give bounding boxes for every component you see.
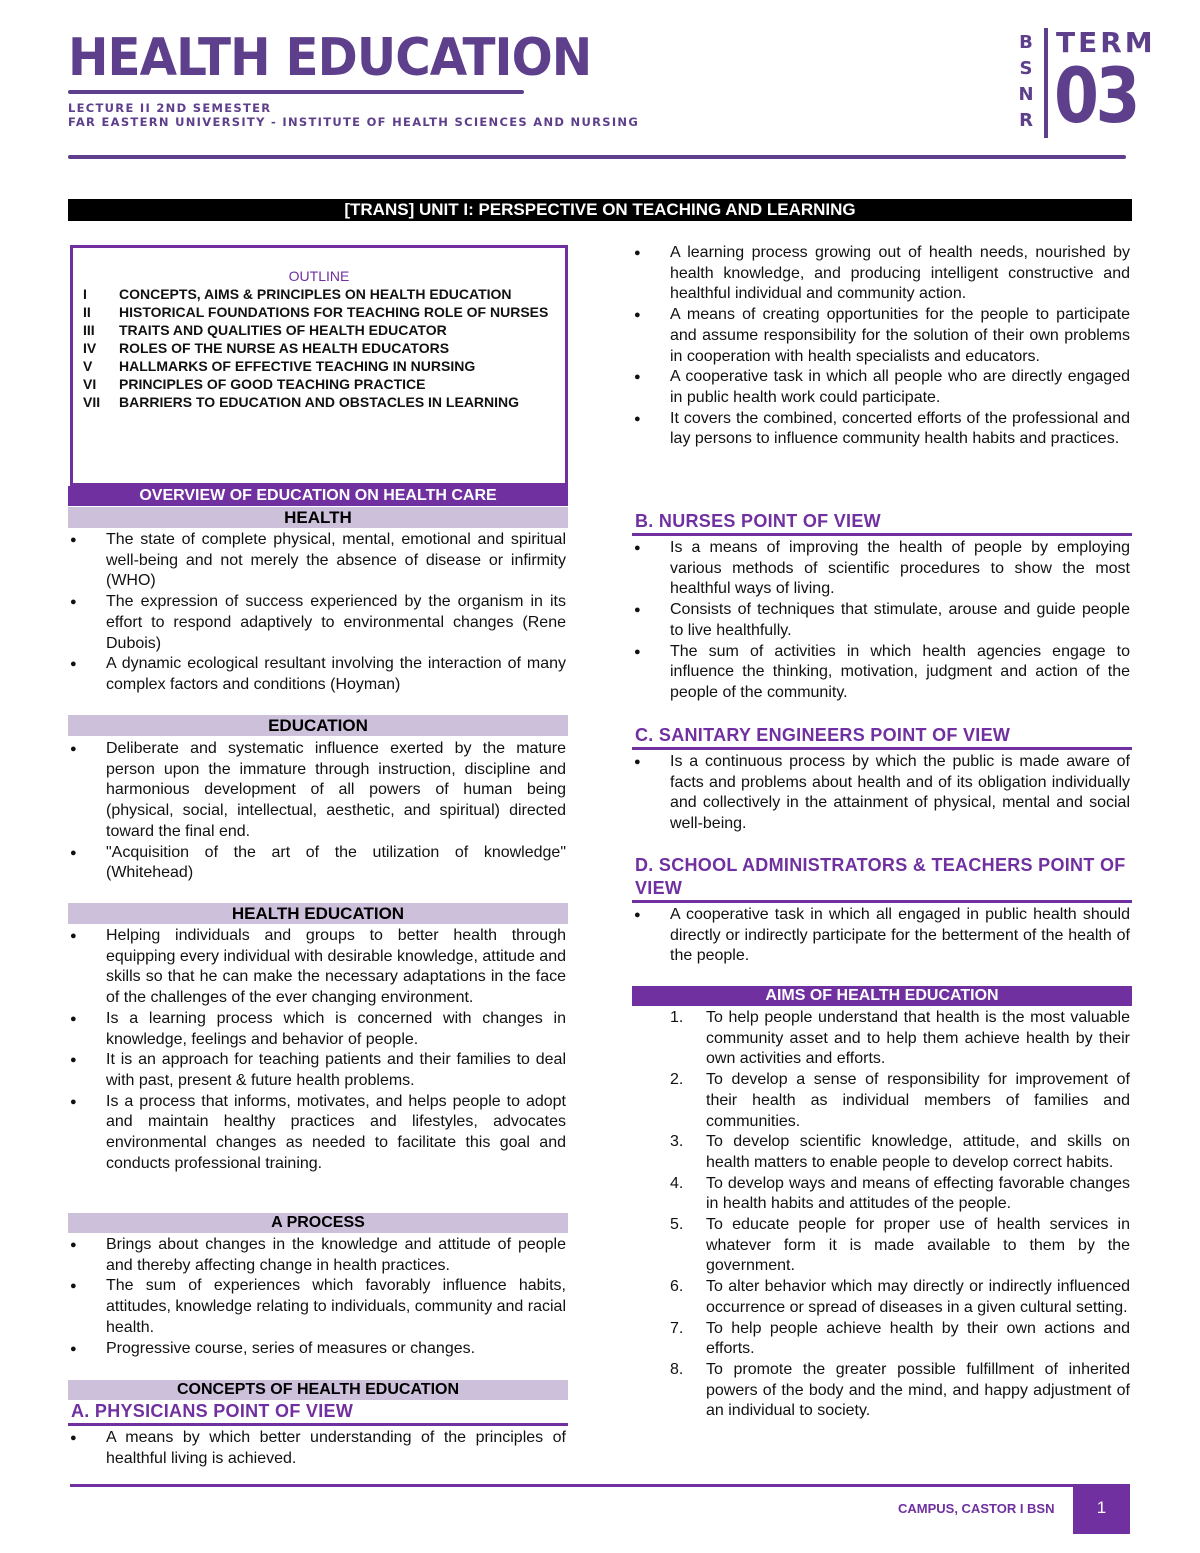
- aim-number: 6.: [670, 1278, 684, 1296]
- title-underline: [68, 90, 524, 94]
- bullet-item: ● A means by which better understanding of the principles of healthful living is achieved.: [68, 1428, 566, 1469]
- outline-text: PRINCIPLES OF GOOD TEACHING PRACTICE: [119, 376, 426, 392]
- header-rule: [68, 155, 1126, 159]
- outline-text: TRAITS AND QUALITIES OF HEALTH EDUCATOR: [119, 322, 447, 338]
- bullet-item: ● Consists of techniques that stimulate, arouse and guide people to live healthfully.: [632, 600, 1130, 641]
- outline-number: IV: [83, 340, 97, 356]
- aim-text: To alter behavior which may directly or indirectly influenced occurrence or spread of diseases in a given cultural setting.: [706, 1278, 1130, 1316]
- nurses-list: [632, 538, 1130, 704]
- aim-number: 7.: [670, 1319, 684, 1337]
- lecture-subtitle: LECTURE II 2ND SEMESTER: [68, 101, 272, 115]
- sanitary-list: [632, 752, 1130, 835]
- outline-number: VI: [83, 376, 97, 392]
- bullet-item: ● Deliberate and systematic influence exerted by the mature person upon the immature through instruction, discipline and harmonious development of all powers of human being (physical, social, intellectual, aesthetic, and spiritual) directed toward the final end.: [68, 739, 566, 843]
- bullet-item: ● "Acquisition of the art of the utilization of knowledge" (Whitehead): [68, 843, 566, 884]
- aim-item: [632, 1008, 1130, 1070]
- physicians-list: [68, 1428, 566, 1469]
- document-title: HEALTH EDUCATION: [68, 28, 592, 88]
- aims-header: AIMS OF HEALTH EDUCATION: [632, 986, 1132, 1006]
- health-list: [68, 530, 566, 696]
- bsnr-label: [1018, 30, 1034, 134]
- outline-number: III: [83, 322, 95, 338]
- aim-text: To promote the greater possible fulfillment of inherited powers of the body and the mind, and happy adjustment of an individual to society.: [706, 1360, 1130, 1420]
- aim-item: [632, 1215, 1130, 1277]
- aim-number: 2.: [670, 1071, 684, 1089]
- aim-number: 8.: [670, 1360, 684, 1378]
- aim-item: [632, 1360, 1130, 1422]
- nurses-heading: B. NURSES POINT OF VIEW: [632, 510, 1132, 536]
- outline-item: [83, 357, 555, 375]
- bullet-item: ● Progressive course, series of measures or changes.: [68, 1339, 566, 1360]
- outline-text: CONCEPTS, AIMS & PRINCIPLES ON HEALTH EDUCATION: [119, 286, 512, 302]
- footer-rule: [70, 1484, 1130, 1487]
- outline-text: ROLES OF THE NURSE AS HEALTH EDUCATORS: [119, 340, 450, 356]
- overview-header: OVERVIEW OF EDUCATION ON HEALTH CARE: [68, 486, 568, 506]
- bullet-item: ● Is a process that informs, motivates, and helps people to adopt and maintain healthy practices and lifestyles, advocates environmental changes as needed to facilitate this goal and conducts professional training.: [68, 1092, 566, 1175]
- bullet-item: ● The expression of success experienced by the organism in its effort to respond adaptively to environmental changes (Rene Dubois): [68, 592, 566, 654]
- process-header: A PROCESS: [68, 1213, 568, 1233]
- aim-text: To develop ways and means of effecting favorable changes in health habits and attitudes of the people.: [706, 1174, 1130, 1213]
- aim-number: 3.: [670, 1133, 684, 1151]
- aim-text: To develop a sense of responsibility for improvement of their health as individual members of families and communities.: [706, 1071, 1130, 1130]
- outline-text: HALLMARKS OF EFFECTIVE TEACHING IN NURSING: [119, 358, 476, 374]
- outline-text: HISTORICAL FOUNDATIONS FOR TEACHING ROLE OF NURSES: [119, 304, 549, 320]
- process-list: [68, 1235, 566, 1359]
- outline-number: V: [83, 358, 93, 374]
- aim-text: To educate people for proper use of health services in whatever form it is made available to them by the government.: [706, 1216, 1130, 1275]
- outline-box: [70, 245, 568, 486]
- bullet-item: ● It covers the combined, concerted efforts of the professional and lay persons to influence community health habits and practices.: [632, 409, 1130, 450]
- footer-text: CAMPUS, CASTOR I BSN: [898, 1501, 1055, 1516]
- health-education-header: HEALTH EDUCATION: [68, 903, 568, 924]
- bullet-item: ● The sum of activities in which health agencies engage to influence the thinking, motivation, judgment and action of the people of the community.: [632, 642, 1130, 704]
- bullet-item: ● A cooperative task in which all people who are directly engaged in public health work could participate.: [632, 367, 1130, 408]
- bullet-item: ● Helping individuals and groups to better health through equipping every individual with desirable knowledge, attitude and skills so that he can make the necessary adaptations in the face of the challenges of the ever changing environment.: [68, 926, 566, 1009]
- outline-item: [83, 375, 555, 393]
- page-number: 1: [1073, 1484, 1130, 1534]
- bullet-item: ● Brings about changes in the knowledge and attitude of people and thereby affecting change in health practices.: [68, 1235, 566, 1276]
- bullet-item: ● The sum of experiences which favorably influence habits, attitudes, knowledge relating to individuals, community and racial health.: [68, 1276, 566, 1338]
- aim-text: To help people achieve health by their own actions and efforts.: [706, 1319, 1130, 1358]
- outline-item: [83, 285, 555, 303]
- aims-list: [632, 1008, 1130, 1422]
- aim-item: [632, 1070, 1130, 1132]
- header-divider: [1044, 28, 1048, 138]
- aim-number: 4.: [670, 1174, 684, 1192]
- education-list: [68, 739, 566, 884]
- bullet-item: ● A cooperative task in which all engaged in public health should directly or indirectly participate for the betterment of the health of the people.: [632, 905, 1130, 967]
- sanitary-heading: C. SANITARY ENGINEERS POINT OF VIEW: [632, 724, 1132, 750]
- school-list: [632, 905, 1130, 967]
- outline-number: VII: [83, 394, 101, 410]
- bullet-item: ● A dynamic ecological resultant involving the interaction of many complex factors and conditions (Hoyman): [68, 654, 566, 695]
- bullet-item: ● A learning process growing out of health needs, nourished by health knowledge, and producing intelligent constructive and healthful individual and community action.: [632, 243, 1130, 305]
- bullet-item: ● Is a means of improving the health of people by employing various methods of scientific procedures to show the most healthful ways of living.: [632, 538, 1130, 600]
- bullet-item: ● The state of complete physical, mental, emotional and spiritual well-being and not merely the absence of disease or infirmity (WHO): [68, 530, 566, 592]
- aim-text: To develop scientific knowledge, attitude, and skills on health matters to enable people to develop correct habits.: [706, 1133, 1130, 1171]
- concepts-header: CONCEPTS OF HEALTH EDUCATION: [68, 1380, 568, 1400]
- school-heading: D. SCHOOL ADMINISTRATORS & TEACHERS POINT OF VIEW: [632, 854, 1132, 903]
- aim-number: 1.: [670, 1009, 684, 1026]
- physicians-list-cont: [632, 243, 1130, 450]
- outline-item: [83, 339, 555, 357]
- bullet-item: ● Is a learning process which is concerned with changes in knowledge, feelings and behavior of people.: [68, 1009, 566, 1050]
- aim-item: [632, 1319, 1130, 1360]
- bullet-item: ● A means of creating opportunities for the people to participate and assume responsibility for the solution of their own problems in cooperation with health specialists and educators.: [632, 305, 1130, 367]
- health-education-list: [68, 926, 566, 1174]
- outline-item: [83, 321, 555, 339]
- outline-item: [83, 393, 555, 411]
- aim-item: [632, 1132, 1130, 1173]
- outline-heading: OUTLINE: [288, 268, 350, 284]
- education-header: EDUCATION: [68, 715, 568, 736]
- aim-item: [632, 1174, 1130, 1215]
- bsnr-letter: B: [1019, 32, 1033, 53]
- health-header: HEALTH: [68, 507, 568, 528]
- term-number: 03: [1054, 51, 1138, 140]
- aim-number: 5.: [670, 1216, 684, 1234]
- outline-item: [83, 303, 555, 321]
- bsnr-letter: N: [1018, 84, 1034, 105]
- bsnr-letter: S: [1019, 58, 1033, 79]
- outline-text: BARRIERS TO EDUCATION AND OBSTACLES IN LEARNING: [119, 394, 520, 410]
- bullet-item: ● Is a continuous process by which the public is made aware of facts and problems about health and of its obligation individually and collectively in the attainment of physical, mental and social well-being.: [632, 752, 1130, 835]
- physicians-heading: A. PHYSICIANS POINT OF VIEW: [68, 1400, 568, 1426]
- university-subtitle: FAR EASTERN UNIVERSITY - INSTITUTE OF HEALTH SCIENCES AND NURSING: [68, 115, 640, 129]
- outline-number: II: [83, 304, 91, 320]
- outline-number: I: [83, 286, 87, 302]
- bsnr-letter: R: [1019, 110, 1033, 131]
- bullet-item: ● It is an approach for teaching patients and their families to deal with past, present & future health problems.: [68, 1050, 566, 1091]
- unit-banner: [TRANS] UNIT I: PERSPECTIVE ON TEACHING AND LEARNING: [68, 199, 1132, 221]
- term-label: TERM: [1056, 26, 1156, 59]
- aim-item: [632, 1277, 1130, 1318]
- aim-text: To help people understand that health is the most valuable community asset and to help them achieve health by their own activities and efforts.: [706, 1009, 1130, 1068]
